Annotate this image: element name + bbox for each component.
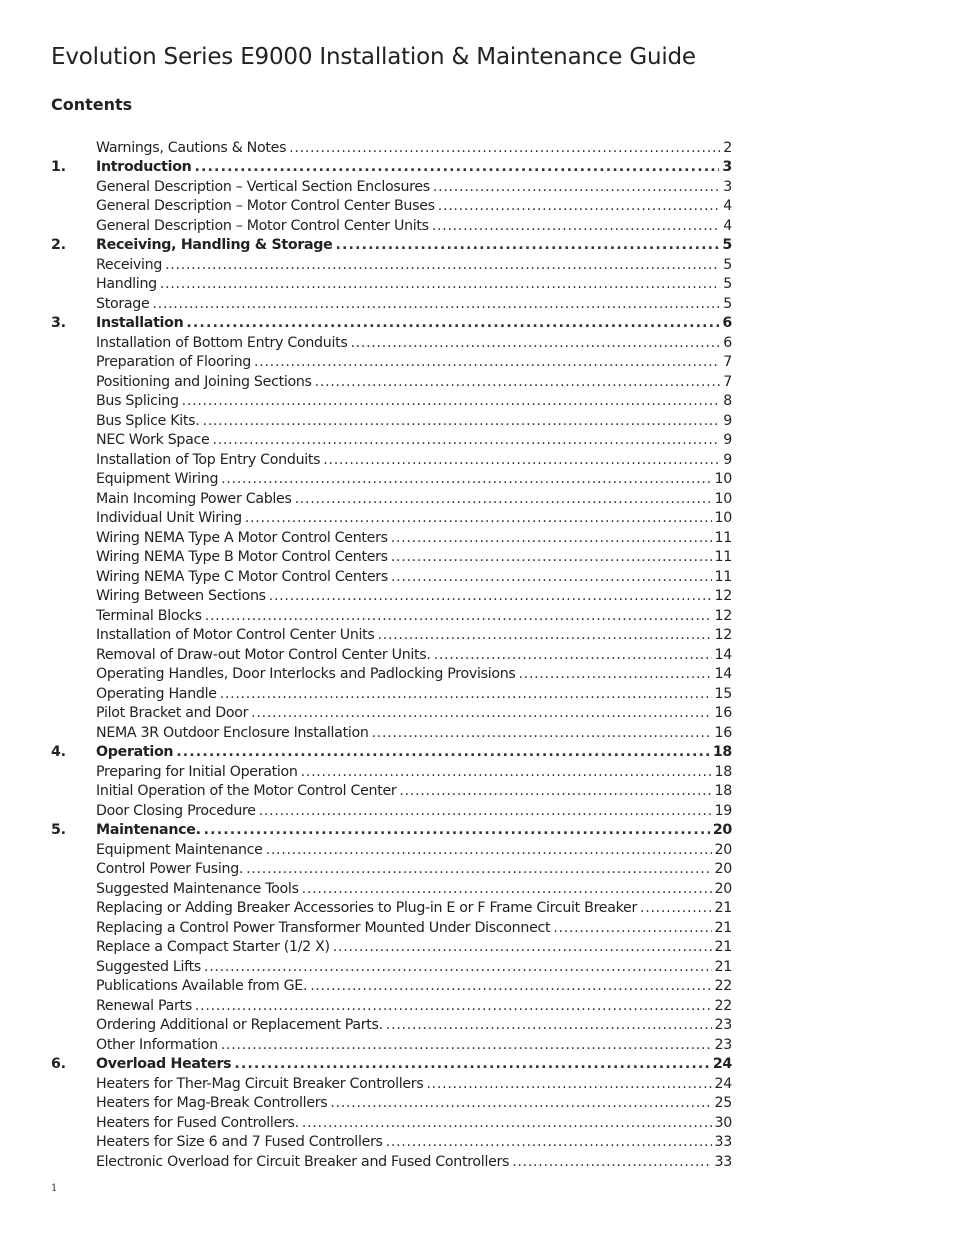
toc-entry-label: Pilot Bracket and Door xyxy=(96,705,249,721)
toc-entry-page: 10 xyxy=(714,471,732,487)
toc-section-entry[interactable] xyxy=(51,587,732,607)
toc-entry-label: Renewal Parts xyxy=(96,997,192,1014)
toc-entry-page: 21 xyxy=(714,958,732,975)
toc-entry-label: Heaters for Fused Controllers. xyxy=(96,1114,299,1131)
toc-entry-page: 20 xyxy=(714,861,732,877)
toc-entry-label: Installation of Top Entry Conduits xyxy=(96,451,321,468)
toc-section-entry[interactable] xyxy=(51,782,732,802)
toc-entry-number: 6. xyxy=(51,1056,66,1072)
toc-entry-label: Replacing a Control Power Transformer Mounted Under Disconnect xyxy=(96,919,551,936)
toc-entry-label: Ordering Additional or Replacement Parts. xyxy=(96,1017,383,1033)
toc-section-entry[interactable] xyxy=(51,958,732,978)
toc-section-entry[interactable] xyxy=(51,860,732,880)
toc-dot-leader xyxy=(221,1036,712,1056)
toc-section-entry[interactable] xyxy=(51,665,732,685)
toc-entry-label: Installation of Bottom Entry Conduits xyxy=(96,334,348,351)
toc-chapter-entry[interactable] xyxy=(51,743,732,763)
toc-dot-leader xyxy=(512,1153,711,1173)
toc-dot-leader xyxy=(289,139,720,159)
toc-entry-page: 10 xyxy=(714,490,732,507)
toc-entry-label: Receiving, Handling & Storage xyxy=(96,237,333,253)
toc-dot-leader xyxy=(301,763,712,783)
toc-section-entry[interactable] xyxy=(51,353,732,373)
toc-dot-leader xyxy=(553,919,711,939)
toc-section-entry[interactable] xyxy=(51,880,732,900)
toc-section-entry[interactable] xyxy=(51,997,732,1017)
page-number: 1 xyxy=(51,1183,58,1194)
toc-entry-page: 14 xyxy=(714,666,732,682)
toc-section-entry[interactable] xyxy=(51,529,732,549)
toc-entry-page: 5 xyxy=(722,237,732,253)
toc-entry-page: 20 xyxy=(712,822,732,838)
toc-section-entry[interactable] xyxy=(51,217,732,237)
toc-dot-leader xyxy=(195,997,712,1017)
toc-entry-page: 15 xyxy=(714,685,732,702)
toc-entry-page: 22 xyxy=(714,978,732,994)
toc-entry-page: 10 xyxy=(714,510,732,526)
toc-section-entry[interactable] xyxy=(51,646,732,666)
toc-section-entry[interactable] xyxy=(51,178,732,198)
toc-entry-label: NEC Work Space xyxy=(96,432,210,448)
toc-entry-page: 21 xyxy=(714,939,732,955)
toc-entry-label: Positioning and Joining Sections xyxy=(96,373,312,390)
toc-entry-label: Suggested Lifts xyxy=(96,958,201,975)
toc-entry-page: 18 xyxy=(712,744,732,760)
toc-dot-leader xyxy=(152,295,720,315)
toc-dot-leader xyxy=(426,1075,711,1095)
toc-section-entry[interactable] xyxy=(51,1153,732,1173)
toc-entry-page: 9 xyxy=(723,451,732,468)
toc-entry-page: 16 xyxy=(714,724,732,741)
toc-dot-leader xyxy=(432,217,720,237)
toc-entry-page: 4 xyxy=(723,217,732,234)
toc-entry-label: Storage xyxy=(96,295,150,312)
toc-dot-leader xyxy=(438,197,721,217)
toc-dot-leader xyxy=(640,899,712,919)
toc-section-entry[interactable] xyxy=(51,626,732,646)
toc-dot-leader xyxy=(323,451,720,471)
toc-dot-leader xyxy=(221,470,711,490)
toc-section-entry[interactable] xyxy=(51,334,732,354)
toc-chapter-entry[interactable] xyxy=(51,1055,732,1075)
toc-entry-page: 19 xyxy=(714,802,732,819)
toc-dot-leader xyxy=(246,860,711,880)
toc-section-entry[interactable] xyxy=(51,1016,732,1036)
toc-section-entry[interactable] xyxy=(51,977,732,997)
toc-section-entry[interactable] xyxy=(51,470,732,490)
toc-entry-page: 25 xyxy=(714,1095,732,1111)
toc-entry-label: Initial Operation of the Motor Control Center xyxy=(96,783,397,799)
toc-section-entry[interactable] xyxy=(51,392,732,412)
toc-entry-page: 9 xyxy=(723,432,732,448)
toc-entry-page: 12 xyxy=(714,588,732,604)
toc-dot-leader xyxy=(391,568,712,588)
toc-entry-page: 21 xyxy=(714,900,732,916)
toc-dot-leader xyxy=(186,314,719,334)
toc-section-entry[interactable] xyxy=(51,490,732,510)
toc-entry-label: Wiring NEMA Type C Motor Control Centers xyxy=(96,568,388,585)
toc-section-entry[interactable] xyxy=(51,548,732,568)
toc-entry-page: 21 xyxy=(714,919,732,936)
toc-entry-page: 11 xyxy=(714,568,732,585)
toc-entry-page: 7 xyxy=(723,354,732,370)
toc-entry-label: Operating Handles, Door Interlocks and Padlocking Provisions xyxy=(96,666,516,682)
toc-entry-page: 18 xyxy=(714,783,732,799)
toc-dot-leader xyxy=(302,1114,712,1134)
toc-dot-leader xyxy=(315,373,721,393)
toc-dot-leader xyxy=(176,743,710,763)
toc-entry-label: General Description – Motor Control Center Buses xyxy=(96,198,435,214)
toc-section-entry[interactable] xyxy=(51,568,732,588)
toc-section-entry[interactable] xyxy=(51,1094,732,1114)
toc-entry-page: 16 xyxy=(714,705,732,721)
toc-entry-page: 9 xyxy=(723,412,732,429)
toc-dot-leader xyxy=(194,158,719,178)
toc-section-entry[interactable] xyxy=(51,451,732,471)
toc-entry-page: 5 xyxy=(723,276,732,292)
toc-dot-leader xyxy=(259,802,712,822)
toc-section-entry[interactable] xyxy=(51,763,732,783)
toc-section-entry[interactable] xyxy=(51,1133,732,1153)
toc-entry-page: 11 xyxy=(714,529,732,546)
contents-heading: Contents xyxy=(51,95,133,114)
toc-entry-page: 14 xyxy=(714,646,732,663)
toc-section-entry[interactable] xyxy=(51,139,732,159)
toc-entry-page: 24 xyxy=(712,1056,732,1072)
toc-section-entry[interactable] xyxy=(51,919,732,939)
toc-entry-page: 20 xyxy=(714,880,732,897)
toc-section-entry[interactable] xyxy=(51,295,732,315)
toc-section-entry[interactable] xyxy=(51,938,732,958)
toc-entry-page: 23 xyxy=(714,1017,732,1033)
toc-entry-page: 30 xyxy=(714,1114,732,1131)
toc-entry-number: 2. xyxy=(51,237,66,253)
toc-entry-page: 5 xyxy=(723,295,732,312)
toc-entry-label: Installation xyxy=(96,315,184,331)
toc-entry-page: 6 xyxy=(723,334,732,351)
toc-dot-leader xyxy=(386,1016,712,1036)
toc-entry-page: 12 xyxy=(714,607,732,624)
toc-dot-leader xyxy=(391,548,712,568)
toc-entry-label: Control Power Fusing. xyxy=(96,861,244,877)
toc-section-entry[interactable] xyxy=(51,841,732,861)
toc-dot-leader xyxy=(165,256,720,276)
toc-entry-label: Door Closing Procedure xyxy=(96,802,256,819)
toc-entry-label: Electronic Overload for Circuit Breaker and Fused Controllers xyxy=(96,1153,510,1170)
toc-entry-page: 3 xyxy=(723,178,732,195)
toc-entry-label: Bus Splicing xyxy=(96,393,179,409)
toc-entry-page: 22 xyxy=(714,997,732,1014)
toc-entry-label: Wiring NEMA Type A Motor Control Centers xyxy=(96,529,388,546)
toc-dot-leader xyxy=(333,938,712,958)
toc-dot-leader xyxy=(204,958,712,978)
toc-entry-label: Operation xyxy=(96,744,174,760)
toc-entry-label: Suggested Maintenance Tools xyxy=(96,880,299,897)
toc-entry-label: Preparing for Initial Operation xyxy=(96,763,298,780)
toc-dot-leader xyxy=(212,431,720,451)
toc-entry-label: Warnings, Cautions & Notes xyxy=(96,139,287,156)
toc-section-entry[interactable] xyxy=(51,275,732,295)
toc-section-entry[interactable] xyxy=(51,1114,732,1134)
toc-dot-leader xyxy=(204,821,710,841)
toc-entry-label: Equipment Maintenance xyxy=(96,841,263,858)
toc-entry-page: 3 xyxy=(722,159,732,175)
toc-dot-leader xyxy=(378,626,712,646)
toc-section-entry[interactable] xyxy=(51,373,732,393)
document-title: Evolution Series E9000 Installation & Maintenance Guide xyxy=(51,44,696,70)
toc-dot-leader xyxy=(220,685,712,705)
toc-dot-leader xyxy=(234,1055,710,1075)
toc-entry-label: General Description – Motor Control Center Units xyxy=(96,217,429,234)
toc-entry-page: 33 xyxy=(714,1134,732,1150)
toc-section-entry[interactable] xyxy=(51,509,732,529)
toc-section-entry[interactable] xyxy=(51,412,732,432)
toc-section-entry[interactable] xyxy=(51,607,732,627)
toc-dot-leader xyxy=(391,529,712,549)
toc-entry-label: Equipment Wiring xyxy=(96,471,219,487)
toc-entry-label: Maintenance. xyxy=(96,822,201,838)
toc-section-entry[interactable] xyxy=(51,685,732,705)
toc-entry-label: Operating Handle xyxy=(96,685,217,702)
toc-chapter-entry[interactable] xyxy=(51,236,732,256)
toc-dot-leader xyxy=(251,704,711,724)
toc-entry-label: Terminal Blocks xyxy=(96,607,202,624)
toc-dot-leader xyxy=(372,724,712,744)
toc-dot-leader xyxy=(245,509,712,529)
toc-entry-number: 4. xyxy=(51,744,66,760)
toc-entry-page: 20 xyxy=(714,841,732,858)
toc-entry-number: 5. xyxy=(51,822,66,838)
toc-dot-leader xyxy=(399,782,711,802)
toc-dot-leader xyxy=(266,841,712,861)
toc-section-entry[interactable] xyxy=(51,431,732,451)
toc-dot-leader xyxy=(350,334,720,354)
toc-entry-label: Replace a Compact Starter (1/2 X) xyxy=(96,939,330,955)
toc-entry-label: Wiring Between Sections xyxy=(96,588,266,604)
toc-entry-label: Preparation of Flooring xyxy=(96,354,251,370)
toc-dot-leader xyxy=(386,1133,712,1153)
toc-dot-leader xyxy=(254,353,720,373)
toc-entry-label: Replacing or Adding Breaker Accessories to Plug-in E or F Frame Circuit Breaker xyxy=(96,900,638,916)
toc-entry-page: 8 xyxy=(723,393,732,409)
toc-entry-label: Wiring NEMA Type B Motor Control Centers xyxy=(96,549,388,565)
toc-entry-label: Installation of Motor Control Center Units xyxy=(96,627,375,643)
toc-entry-number: 1. xyxy=(51,159,66,175)
toc-entry-page: 23 xyxy=(714,1036,732,1053)
toc-entry-page: 24 xyxy=(714,1075,732,1092)
toc-entry-label: Overload Heaters xyxy=(96,1056,232,1072)
toc-dot-leader xyxy=(182,392,721,412)
toc-dot-leader xyxy=(302,880,712,900)
toc-entry-label: Heaters for Mag-Break Controllers xyxy=(96,1095,328,1111)
toc-dot-leader xyxy=(295,490,712,510)
toc-dot-leader xyxy=(335,236,719,256)
toc-dot-leader xyxy=(205,607,712,627)
table-of-contents xyxy=(51,139,732,1173)
toc-entry-page: 18 xyxy=(714,763,732,780)
toc-dot-leader xyxy=(434,646,712,666)
toc-entry-page: 5 xyxy=(723,256,732,273)
toc-dot-leader xyxy=(160,275,720,295)
toc-entry-label: Introduction xyxy=(96,159,192,175)
toc-section-entry[interactable] xyxy=(51,1036,732,1056)
toc-entry-page: 11 xyxy=(714,549,732,565)
toc-entry-label: Handling xyxy=(96,276,157,292)
toc-entry-page: 2 xyxy=(723,139,732,156)
toc-chapter-entry[interactable] xyxy=(51,158,732,178)
toc-section-entry[interactable] xyxy=(51,1075,732,1095)
toc-dot-leader xyxy=(519,665,712,685)
toc-entry-label: Other Information xyxy=(96,1036,218,1053)
toc-section-entry[interactable] xyxy=(51,256,732,276)
toc-entry-label: Publications Available from GE. xyxy=(96,978,308,994)
toc-entry-label: Individual Unit Wiring xyxy=(96,510,242,526)
toc-section-entry[interactable] xyxy=(51,724,732,744)
toc-chapter-entry[interactable] xyxy=(51,314,732,334)
toc-entry-page: 7 xyxy=(723,373,732,390)
toc-dot-leader xyxy=(269,587,712,607)
toc-entry-page: 33 xyxy=(714,1153,732,1170)
toc-section-entry[interactable] xyxy=(51,197,732,217)
toc-entry-label: Removal of Draw-out Motor Control Center Units. xyxy=(96,646,431,663)
toc-section-entry[interactable] xyxy=(51,899,732,919)
toc-dot-leader xyxy=(202,412,720,432)
toc-entry-page: 12 xyxy=(714,627,732,643)
toc-dot-leader xyxy=(330,1094,711,1114)
toc-section-entry[interactable] xyxy=(51,802,732,822)
toc-entry-label: NEMA 3R Outdoor Enclosure Installation xyxy=(96,724,369,741)
toc-entry-label: Bus Splice Kits. xyxy=(96,412,200,429)
toc-entry-label: Heaters for Ther-Mag Circuit Breaker Controllers xyxy=(96,1075,424,1092)
toc-entry-label: Heaters for Size 6 and 7 Fused Controllers xyxy=(96,1134,383,1150)
toc-dot-leader xyxy=(433,178,720,198)
toc-entry-number: 3. xyxy=(51,315,66,331)
toc-entry-page: 4 xyxy=(723,198,732,214)
toc-dot-leader xyxy=(310,977,711,997)
toc-chapter-entry[interactable] xyxy=(51,821,732,841)
toc-section-entry[interactable] xyxy=(51,704,732,724)
toc-entry-page: 6 xyxy=(722,315,732,331)
toc-entry-label: General Description – Vertical Section Enclosures xyxy=(96,178,430,195)
toc-entry-label: Receiving xyxy=(96,256,163,273)
toc-entry-label: Main Incoming Power Cables xyxy=(96,490,292,507)
